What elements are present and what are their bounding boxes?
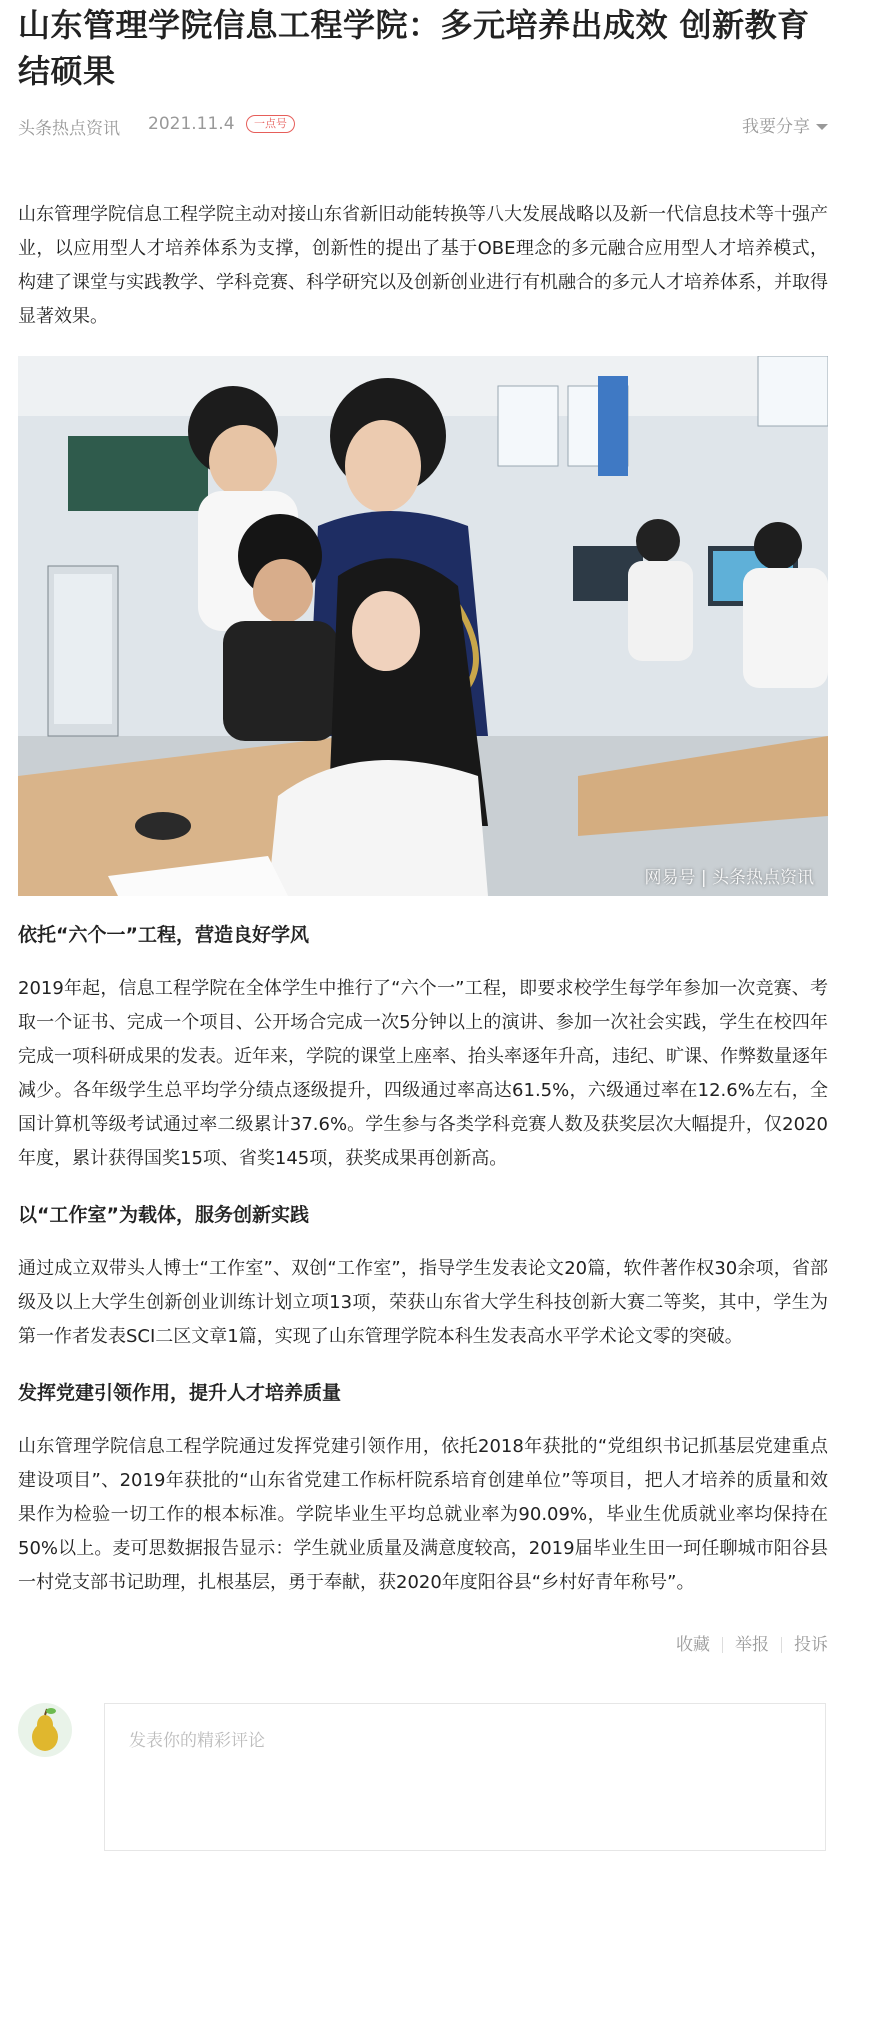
section-heading: 依托“六个一”工程，营造良好学风 — [18, 924, 309, 946]
section-heading: 以“工作室”为载体，服务创新实践 — [18, 1204, 309, 1226]
section-paragraph: 山东管理学院信息工程学院通过发挥党建引领作用，依托2018年获批的“党组织书记抓基层党建重点建设项目”、2019年获批的“山东省党建工作标杆院系培育创建单位”等项目，把人才培养的质量和效果作为检验一切工作的根本标准。学院毕业生平均总就业率为90.09%，毕业生优质就业率均保持在50%以上。麦可思数据报告显示：学生就业质量及满意度较高，2019届毕业生田一珂任聊城市阳谷县一村党支部书记助理，扎根基层，勇于奉献，获2020年度阳谷县“乡村好青年称号”。 — [18, 1436, 828, 1593]
section-heading: 发挥党建引领作用，提升人才培养质量 — [18, 1382, 342, 1404]
pear-icon — [18, 1703, 72, 1757]
comment-input[interactable]: 发表你的精彩评论 — [104, 1703, 826, 1851]
article-actions — [18, 1630, 828, 1655]
divider — [722, 1637, 723, 1653]
collect-link[interactable]: 收藏 — [676, 1635, 710, 1655]
complain-link[interactable]: 投诉 — [794, 1635, 828, 1655]
divider — [781, 1637, 782, 1653]
source-name[interactable]: 头条热点资讯 — [18, 119, 120, 139]
report-link[interactable]: 举报 — [735, 1635, 769, 1655]
chevron-down-icon — [816, 124, 828, 130]
source-badge: 一点号 — [246, 115, 295, 133]
avatar — [18, 1703, 72, 1757]
publish-date: 2021.11.4 — [148, 114, 235, 134]
image-watermark: 网易号 | 头条热点资讯 — [644, 868, 814, 888]
lab-photo-illustration — [18, 356, 828, 896]
share-button[interactable] — [742, 112, 828, 137]
section-paragraph: 2019年起，信息工程学院在全体学生中推行了“六个一”工程，即要求校学生每学年参加一次竞赛、考取一个证书、完成一个项目、公开场合完成一次5分钟以上的演讲、参加一次社会实践，学生在校四年完成一项科研成果的发表。近年来，学院的课堂上座率、抬头率逐年升高，违纪、旷课、作弊数量逐年减少。各年级学生总平均学分绩点逐级提升，四级通过率高达61.5%，六级通过率在12.6%左右，全国计算机等级考试通过率二级累计37.6%。学生参与各类学科竞赛人数及获奖层次大幅提升，仅2020年度，累计获得国奖15项、省奖145项，获奖成果再创新高。 — [18, 978, 828, 1169]
section-paragraph: 通过成立双带头人博士“工作室”、双创“工作室”，指导学生发表论文20篇，软件著作权30余项，省部级及以上大学生创新创业训练计划立项13项，荣获山东省大学生科技创新大赛二等奖，其中，学生为第一作者发表SCI二区文章1篇，实现了山东管理学院本科生发表高水平学术论文零的突破。 — [18, 1258, 828, 1347]
share-label: 我要分享 — [742, 117, 810, 137]
article-image — [18, 356, 828, 896]
article-meta — [18, 108, 828, 148]
article-container — [18, 0, 828, 1853]
comment-section — [18, 1703, 828, 1853]
article-title: 山东管理学院信息工程学院：多元培养出成效 创新教育结硕果 — [18, 6, 810, 90]
intro-paragraph: 山东管理学院信息工程学院主动对接山东省新旧动能转换等八大发展战略以及新一代信息技术等十强产业，以应用型人才培养体系为支撑，创新性的提出了基于OBE理念的多元融合应用型人才培养模式，构建了课堂与实践教学、学科竞赛、科学研究以及创新创业进行有机融合的多元人才培养体系，并取得显著效果。 — [18, 204, 828, 327]
